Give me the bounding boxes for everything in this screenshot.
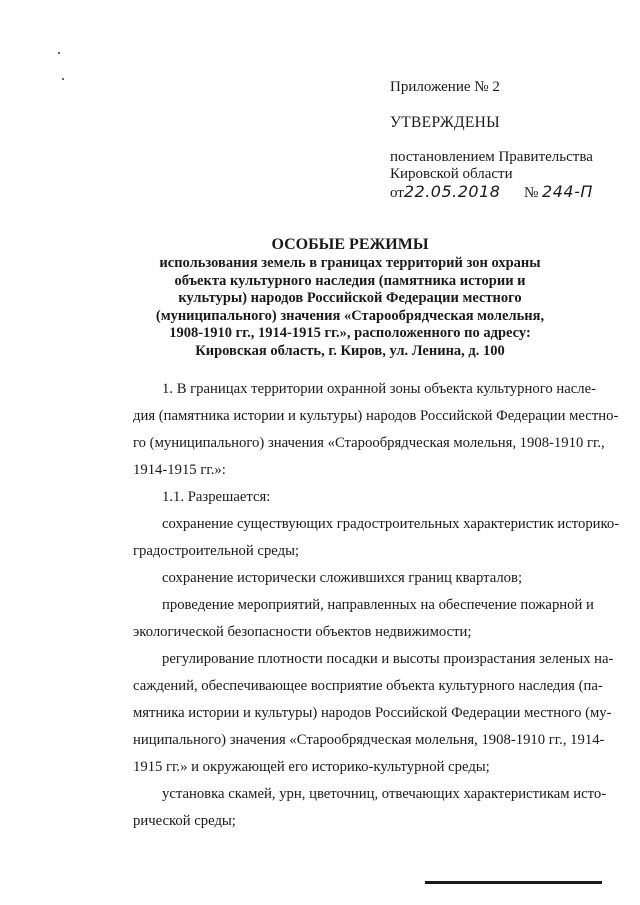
scan-speck	[62, 78, 64, 80]
title-line: Кировская область, г. Киров, ул. Ленина, д. 100	[195, 342, 505, 359]
body-line: 1914-1915 гг.»:	[133, 462, 226, 478]
number-prefix: №	[523, 185, 539, 201]
bottom-rule	[425, 881, 602, 884]
body-line: рической среды;	[133, 813, 236, 829]
title-main: ОСОБЫЕ РЕЖИМЫ	[271, 236, 429, 253]
body-line: градостроительной среды;	[133, 543, 300, 559]
approved-label: УТВЕРЖДЕНЫ	[390, 114, 500, 131]
resolution-line-1: постановлением Правительства	[390, 149, 593, 165]
title-line: использования земель в границах территорий зон охраны	[159, 255, 541, 271]
body-line: сохранение исторически сложившихся границ кварталов;	[162, 570, 523, 586]
body-line: 1. В границах территории охранной зоны объекта культурного насле-	[162, 381, 597, 397]
body-line: проведение мероприятий, направленных на обеспечение пожарной и	[162, 597, 594, 613]
body-line: сохранение существующих градостроительных характеристик историко-	[162, 516, 620, 532]
number-handwritten: 244-П	[542, 182, 593, 201]
body-line: 1.1. Разрешается:	[162, 489, 271, 505]
body-line: регулирование плотности посадки и высоты произрастания зеленых на-	[162, 651, 614, 667]
body-line: дия (памятника истории и культуры) народов Российской Федерации местно-	[133, 408, 619, 424]
date-number-line	[390, 183, 593, 202]
resolution-line-2: Кировской области	[390, 166, 513, 182]
body-line: саждений, обеспечивающее восприятие объекта культурного наследия (па-	[133, 678, 603, 694]
date-handwritten: 22.05.2018	[403, 182, 501, 201]
title-line: культуры) народов Российской Федерации местного	[178, 290, 522, 307]
title-line: (муниципального) значения «Старообрядческая молельня,	[155, 307, 545, 324]
date-prefix: от	[390, 185, 404, 201]
appendix-label: Приложение № 2	[390, 79, 500, 95]
body-line: ниципального) значения «Старообрядческая молельня, 1908-1910 гг., 1914-	[133, 732, 605, 748]
body-line: установка скамей, урн, цветочниц, отвечающих характеристикам исто-	[162, 786, 607, 802]
body-line: 1915 гг.» и окружающей его историко-культурной среды;	[133, 759, 490, 775]
title-line: 1908-1910 гг., 1914-1915 гг.», расположенного по адресу:	[169, 325, 531, 342]
scan-speck	[58, 52, 60, 54]
body-line: мятника истории и культуры) народов Российской Федерации местного (му-	[133, 705, 612, 721]
title-line: объекта культурного наследия (памятника истории и	[174, 272, 526, 289]
body-line: экологической безопасности объектов недвижимости;	[133, 624, 472, 640]
body-line: го (муниципального) значения «Старообрядческая молельня, 1908-1910 гг.,	[133, 435, 605, 451]
document-title	[150, 236, 550, 361]
